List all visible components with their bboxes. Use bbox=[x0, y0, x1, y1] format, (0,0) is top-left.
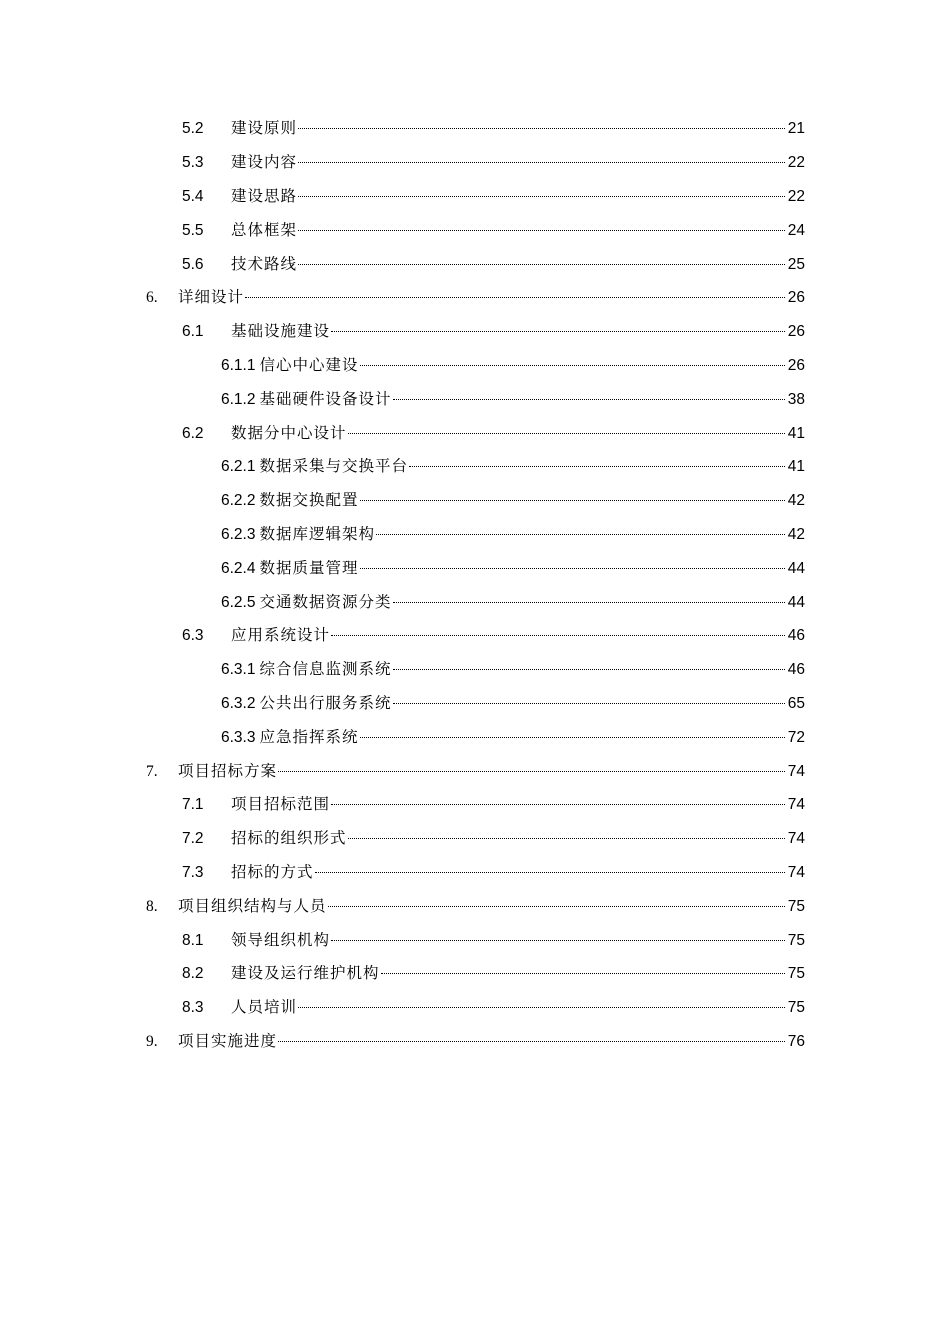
toc-number: 6.1 bbox=[182, 323, 204, 341]
toc-entry-7-1[interactable] bbox=[0, 788, 950, 822]
toc-title: 招标的组织形式 bbox=[231, 829, 347, 848]
toc-page-number: 26 bbox=[787, 323, 805, 341]
toc-entry-5-2[interactable] bbox=[0, 112, 950, 146]
toc-title: 招标的方式 bbox=[231, 862, 314, 881]
toc-title: 基础设施建设 bbox=[231, 322, 331, 341]
toc-title: 建设思路 bbox=[231, 186, 298, 205]
toc-title: 人员培训 bbox=[231, 998, 298, 1017]
toc-page-number: 42 bbox=[787, 492, 805, 510]
toc-page-number: 22 bbox=[787, 187, 805, 205]
dot-leader bbox=[360, 737, 786, 738]
toc-page-number: 74 bbox=[787, 796, 805, 814]
toc-number: 5.3 bbox=[182, 154, 204, 172]
toc-title: 建设原则 bbox=[231, 119, 298, 138]
dot-leader bbox=[245, 297, 785, 298]
toc-title: 信心中心建设 bbox=[259, 355, 359, 374]
toc-page-number: 22 bbox=[787, 154, 805, 172]
dot-leader bbox=[393, 703, 786, 704]
toc-title: 总体框架 bbox=[231, 220, 298, 239]
toc-number: 7.1 bbox=[182, 796, 204, 814]
toc-page-number: 41 bbox=[787, 424, 805, 442]
toc-number: 6. bbox=[146, 289, 158, 307]
toc-number: 7.2 bbox=[182, 830, 204, 848]
toc-entry-6-3-2[interactable] bbox=[0, 687, 950, 721]
toc-page-number: 46 bbox=[787, 627, 805, 645]
toc-number: 9. bbox=[146, 1032, 158, 1050]
toc-title: 项目招标方案 bbox=[178, 761, 278, 780]
toc-title: 综合信息监测系统 bbox=[259, 660, 392, 679]
dot-leader bbox=[328, 906, 785, 907]
toc-title: 建设内容 bbox=[231, 153, 298, 172]
dot-leader bbox=[393, 602, 786, 603]
toc-page-number: 41 bbox=[787, 458, 805, 476]
toc-number: 6.3 bbox=[182, 627, 204, 645]
toc-entry-6-2-4[interactable] bbox=[0, 551, 950, 585]
dot-leader bbox=[331, 635, 785, 636]
toc-entry-6-3-3[interactable] bbox=[0, 720, 950, 754]
toc-entry-6[interactable] bbox=[0, 281, 950, 315]
toc-page-number: 26 bbox=[787, 356, 805, 374]
toc-title: 交通数据资源分类 bbox=[259, 592, 392, 611]
toc-title: 详细设计 bbox=[178, 288, 245, 307]
toc-entry-6-2-1[interactable] bbox=[0, 450, 950, 484]
toc-title: 技术路线 bbox=[231, 254, 298, 273]
toc-page-number: 46 bbox=[787, 661, 805, 679]
dot-leader bbox=[298, 128, 785, 129]
toc-page-number: 75 bbox=[787, 897, 805, 915]
dot-leader bbox=[298, 196, 785, 197]
toc-entry-8-1[interactable] bbox=[0, 923, 950, 957]
dot-leader bbox=[360, 500, 786, 501]
toc-page-number: 75 bbox=[787, 999, 805, 1017]
toc-number: 5.5 bbox=[182, 221, 204, 239]
toc-page-number: 75 bbox=[787, 965, 805, 983]
toc-title: 领导组织机构 bbox=[231, 930, 331, 949]
toc-page-number: 38 bbox=[787, 390, 805, 408]
dot-leader bbox=[298, 1007, 785, 1008]
toc-page-number: 25 bbox=[787, 255, 805, 273]
toc-number: 8. bbox=[146, 897, 158, 915]
toc-number: 7. bbox=[146, 762, 158, 780]
toc-number: 6.2.4 bbox=[221, 559, 256, 577]
toc-title: 数据分中心设计 bbox=[231, 423, 347, 442]
toc-title: 基础硬件设备设计 bbox=[259, 389, 392, 408]
toc-number: 5.6 bbox=[182, 255, 204, 273]
toc-title: 公共出行服务系统 bbox=[259, 693, 392, 712]
dot-leader bbox=[331, 331, 785, 332]
dot-leader bbox=[278, 771, 785, 772]
toc-title: 项目实施进度 bbox=[178, 1031, 278, 1050]
dot-leader bbox=[298, 230, 785, 231]
toc-entry-9[interactable] bbox=[0, 1025, 950, 1059]
dot-leader bbox=[376, 534, 785, 535]
toc-page-number: 65 bbox=[787, 694, 805, 712]
toc-title: 建设及运行维护机构 bbox=[231, 964, 380, 983]
dot-leader bbox=[278, 1041, 785, 1042]
toc-entry-6-1[interactable] bbox=[0, 315, 950, 349]
toc-entry-8[interactable] bbox=[0, 889, 950, 923]
toc-number: 8.2 bbox=[182, 965, 204, 983]
toc-entry-5-5[interactable] bbox=[0, 213, 950, 247]
toc-entry-6-2-2[interactable] bbox=[0, 484, 950, 518]
toc-number: 6.1.2 bbox=[221, 390, 256, 408]
toc-entry-5-4[interactable] bbox=[0, 180, 950, 214]
toc-entry-7-3[interactable] bbox=[0, 856, 950, 890]
toc-page-number: 75 bbox=[787, 931, 805, 949]
toc-number: 6.1.1 bbox=[221, 356, 256, 374]
table-of-contents bbox=[0, 112, 950, 1058]
toc-number: 5.2 bbox=[182, 120, 204, 138]
toc-title: 应急指挥系统 bbox=[259, 727, 359, 746]
toc-number: 8.3 bbox=[182, 999, 204, 1017]
toc-title: 数据采集与交换平台 bbox=[259, 457, 408, 476]
dot-leader bbox=[393, 399, 786, 400]
toc-number: 6.2.1 bbox=[221, 458, 256, 476]
toc-number: 6.3.1 bbox=[221, 661, 256, 679]
toc-page-number: 74 bbox=[787, 863, 805, 881]
toc-page-number: 44 bbox=[787, 593, 805, 611]
toc-title: 数据质量管理 bbox=[259, 558, 359, 577]
toc-entry-6-3[interactable] bbox=[0, 619, 950, 653]
toc-title: 项目组织结构与人员 bbox=[178, 896, 327, 915]
toc-page-number: 74 bbox=[787, 762, 805, 780]
toc-entry-6-2-3[interactable] bbox=[0, 518, 950, 552]
toc-entry-5-6[interactable] bbox=[0, 247, 950, 281]
toc-entry-7[interactable] bbox=[0, 754, 950, 788]
dot-leader bbox=[315, 872, 785, 873]
toc-number: 5.4 bbox=[182, 187, 204, 205]
dot-leader bbox=[348, 838, 785, 839]
toc-entry-5-3[interactable] bbox=[0, 146, 950, 180]
toc-entry-6-2[interactable] bbox=[0, 416, 950, 450]
toc-number: 6.2.3 bbox=[221, 525, 256, 543]
toc-title: 应用系统设计 bbox=[231, 626, 331, 645]
toc-entry-6-1-2[interactable] bbox=[0, 382, 950, 416]
toc-entry-8-3[interactable] bbox=[0, 991, 950, 1025]
dot-leader bbox=[360, 568, 786, 569]
toc-entry-8-2[interactable] bbox=[0, 957, 950, 991]
dot-leader bbox=[331, 940, 785, 941]
toc-entry-6-3-1[interactable] bbox=[0, 653, 950, 687]
toc-number: 6.2.5 bbox=[221, 593, 256, 611]
toc-entry-6-2-5[interactable] bbox=[0, 585, 950, 619]
dot-leader bbox=[360, 365, 786, 366]
dot-leader bbox=[331, 804, 785, 805]
toc-number: 6.3.3 bbox=[221, 728, 256, 746]
dot-leader bbox=[348, 433, 785, 434]
toc-page-number: 21 bbox=[787, 120, 805, 138]
toc-title: 数据交换配置 bbox=[259, 491, 359, 510]
toc-number: 6.2.2 bbox=[221, 492, 256, 510]
dot-leader bbox=[409, 466, 785, 467]
toc-number: 6.3.2 bbox=[221, 694, 256, 712]
dot-leader bbox=[298, 264, 785, 265]
toc-page-number: 24 bbox=[787, 221, 805, 239]
toc-number: 8.1 bbox=[182, 931, 204, 949]
toc-page-number: 26 bbox=[787, 289, 805, 307]
toc-title: 项目招标范围 bbox=[231, 795, 331, 814]
dot-leader bbox=[298, 162, 785, 163]
toc-page-number: 42 bbox=[787, 525, 805, 543]
toc-number: 7.3 bbox=[182, 863, 204, 881]
toc-page-number: 44 bbox=[787, 559, 805, 577]
toc-number: 6.2 bbox=[182, 424, 204, 442]
toc-entry-7-2[interactable] bbox=[0, 822, 950, 856]
toc-page-number: 72 bbox=[787, 728, 805, 746]
dot-leader bbox=[393, 669, 786, 670]
toc-title: 数据库逻辑架构 bbox=[259, 524, 375, 543]
toc-page-number: 76 bbox=[787, 1032, 805, 1050]
toc-entry-6-1-1[interactable] bbox=[0, 349, 950, 383]
dot-leader bbox=[381, 973, 785, 974]
toc-page-number: 74 bbox=[787, 830, 805, 848]
